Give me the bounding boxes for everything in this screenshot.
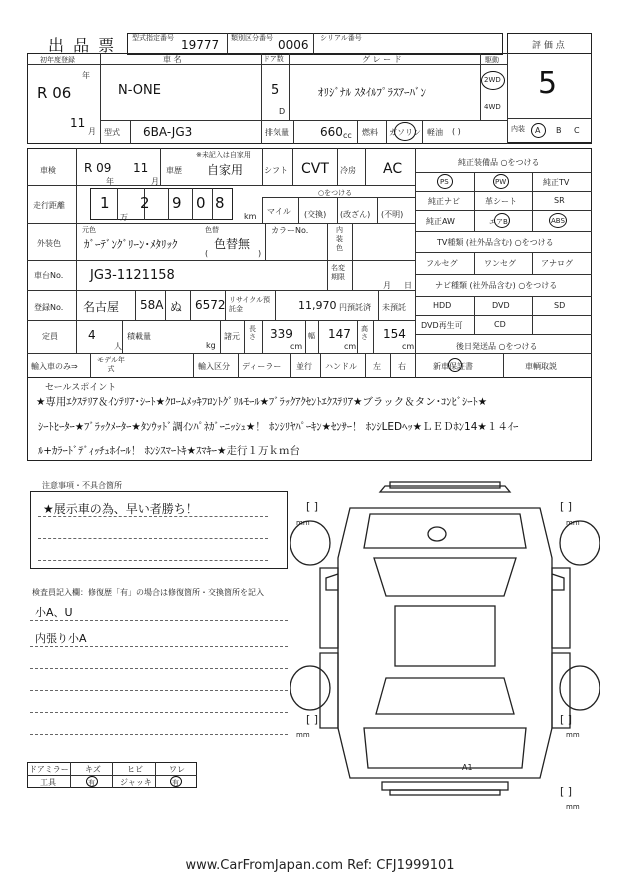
diag-bracket-spare: [ ] bbox=[560, 785, 573, 798]
handle-left: 左 bbox=[373, 362, 381, 371]
drive-4wd: 4WD bbox=[484, 103, 501, 111]
color-orig-value: ｶﾞｰﾃﾞﾝｸﾞﾘｰﾝ･ﾒﾀﾘｯｸ bbox=[84, 238, 178, 251]
grade-value: ｵﾘｼﾞﾅﾙ ｽﾀｲﾙﾌﾟﾗｽｱｰﾊﾞﾝ bbox=[318, 86, 426, 99]
shift-value: CVT bbox=[301, 161, 329, 177]
import-label: 輸入車のみ⇒ bbox=[31, 362, 78, 371]
diag-bracket-fr: [ ] bbox=[560, 500, 573, 513]
doors-suffix: D bbox=[279, 107, 286, 116]
name-change-day: 日 bbox=[404, 281, 412, 290]
inspector-line-1: 小A、U bbox=[35, 606, 73, 619]
interior-a: A bbox=[535, 126, 541, 135]
interior-color-label: 内装色 bbox=[336, 226, 343, 252]
equipment-header: 純正装備品 ○をつける bbox=[458, 158, 540, 167]
equip-abs: ABS bbox=[551, 217, 565, 225]
model-value: 6BA-JG3 bbox=[143, 125, 193, 139]
height-value: 154 bbox=[383, 327, 406, 341]
nav-sd: SD bbox=[554, 301, 566, 310]
car-name: N-ONE bbox=[118, 83, 161, 98]
equip-ps: PS bbox=[440, 178, 449, 186]
diag-bracket-fl: [ ] bbox=[306, 500, 319, 513]
legend-break: ワレ bbox=[169, 765, 185, 774]
fuel-label: 燃料 bbox=[362, 128, 378, 137]
nav-cd: CD bbox=[494, 320, 506, 329]
nav-dvd-play: DVD再生可 bbox=[421, 321, 463, 330]
color-orig-label: 元色 bbox=[82, 226, 96, 234]
length-value: 339 bbox=[270, 327, 293, 341]
equip-airbag: エアB bbox=[489, 218, 508, 226]
equip-tv: 純正TV bbox=[543, 178, 570, 187]
first-reg-month-unit: 月 bbox=[88, 127, 96, 136]
inspector-label: 検査員記入欄：修復歴「有」の場合は修復箇所・交換箇所を記入 bbox=[32, 588, 264, 597]
docs-warranty: 新車保証書 bbox=[433, 362, 473, 371]
tv-fullseg: フルセグ bbox=[426, 259, 458, 268]
car-name-label: 車 名 bbox=[163, 55, 182, 64]
score-value: 5 bbox=[538, 66, 558, 101]
doors-label: ドア数 bbox=[263, 55, 284, 63]
name-change-label: 名変期限 bbox=[331, 264, 345, 281]
first-reg-label: 初年度登録 bbox=[40, 56, 75, 64]
model-label: 型式 bbox=[104, 128, 120, 137]
ac-label: 冷房 bbox=[340, 166, 356, 175]
reg-city: 名古屋 bbox=[83, 300, 120, 314]
recycle-value: 11,970 bbox=[298, 299, 337, 312]
displacement-unit: cc bbox=[343, 131, 352, 140]
shaken-year-unit: 年 bbox=[106, 177, 114, 186]
length-unit: cm bbox=[290, 342, 303, 351]
type-approval-value: 19777 bbox=[181, 38, 220, 52]
dimensions-label: 諸元 bbox=[224, 332, 240, 341]
recycle-not-deposited: 未預託 bbox=[382, 303, 406, 312]
interior-label: 内装 bbox=[511, 125, 525, 133]
doors-value: 5 bbox=[271, 83, 280, 98]
mileage-man: 万 bbox=[120, 213, 128, 222]
model-year-label: モデル年式 bbox=[97, 356, 125, 373]
serial-label: シリアル番号 bbox=[320, 34, 362, 42]
diag-rear-bumper-a1: A1 bbox=[462, 763, 473, 772]
ac-value: AC bbox=[383, 161, 403, 177]
legend-tools: 工具 bbox=[40, 778, 56, 787]
shift-label: シフト bbox=[264, 166, 288, 175]
recycle-unit: 円預託済 bbox=[339, 303, 371, 312]
diag-mm-rl: mm bbox=[296, 731, 310, 739]
load-label: 積載量 bbox=[127, 332, 151, 341]
shaken-month: 11 bbox=[133, 161, 149, 175]
chassis-label: 車台No. bbox=[34, 271, 64, 280]
mileage-digit-5: 8 bbox=[215, 194, 225, 212]
interior-b: B bbox=[556, 126, 562, 135]
shaken-label: 車検 bbox=[40, 166, 56, 175]
capacity-value: 4 bbox=[88, 328, 96, 342]
usage-label: 車歴 bbox=[166, 166, 182, 175]
nav-header: ナビ種類 (社外品含む) ○をつける bbox=[435, 281, 558, 290]
handle-right: 右 bbox=[398, 362, 406, 371]
diag-mm-rr: mm bbox=[566, 731, 580, 739]
color-repaint-label: 色替 bbox=[205, 226, 219, 234]
diag-bracket-rr: [ ] bbox=[560, 713, 573, 726]
mileage-altered: (改ざん) bbox=[340, 210, 371, 219]
diag-mm-fr: mm bbox=[566, 519, 580, 527]
diag-bracket-rl: [ ] bbox=[306, 713, 319, 726]
first-reg-year: R 06 bbox=[37, 84, 72, 102]
mile-label: マイル bbox=[267, 207, 291, 216]
mileage-digit-4: 0 bbox=[196, 194, 206, 212]
recycle-label: リサイクル預託金 bbox=[229, 296, 271, 313]
mileage-digit-1: 1 bbox=[100, 194, 110, 212]
width-label: 幅 bbox=[308, 332, 315, 340]
type-approval-label: 型式指定番号 bbox=[132, 34, 174, 42]
legend-crack: ヒビ bbox=[127, 765, 143, 774]
color-paren-close: ) bbox=[258, 249, 262, 258]
sales-point-line-2: ｼｰﾄﾋｰﾀｰ★ﾌﾞﾗｯｸﾒｰﾀｰ★ﾀﾝｳｯﾄﾞ調ｲﾝﾊﾟﾈｶﾞｰﾆｯｼｭ★！ ﾎﾝｼﾘﾔﾊﾟｰｷﾝ★ｾﾝｻｰ！ ﾎﾝｼLEDﾍｯ★ＬＥＤﾎﾝ14★１４ｲｰ bbox=[38, 421, 519, 433]
color-label: 外装色 bbox=[37, 239, 61, 248]
displacement-label: 排気量 bbox=[265, 128, 289, 137]
sales-points-label: セールスポイント bbox=[45, 383, 117, 393]
height-unit: cm bbox=[402, 342, 415, 351]
drive-2wd: 2WD bbox=[484, 76, 501, 84]
name-change-month: 月 bbox=[383, 281, 391, 290]
nav-hdd: HDD bbox=[433, 301, 452, 310]
nav-dvd: DVD bbox=[492, 301, 510, 310]
chassis-value: JG3-1121158 bbox=[90, 268, 175, 283]
shaken-month-unit: 月 bbox=[151, 177, 159, 186]
width-value: 147 bbox=[328, 327, 351, 341]
tv-oneseg: ワンセグ bbox=[484, 259, 516, 268]
color-no-label: カラーNo. bbox=[271, 226, 309, 235]
fuel-diesel: 軽油 bbox=[427, 128, 443, 137]
height-label: 高さ bbox=[361, 325, 368, 341]
grade-label: グ レ ー ド bbox=[362, 55, 402, 64]
equip-pw: PW bbox=[495, 178, 507, 186]
reg-label: 登録No. bbox=[34, 303, 64, 312]
mileage-km: km bbox=[244, 212, 257, 221]
length-label: 長さ bbox=[249, 325, 256, 341]
score-label: 評 価 点 bbox=[532, 41, 565, 51]
interior-c: C bbox=[574, 126, 580, 135]
class-label: 類別区分番号 bbox=[231, 34, 273, 42]
notes-line-1: ★展示車の為、早い者勝ち！ bbox=[43, 502, 198, 516]
mileage-digit-3: 9 bbox=[172, 194, 182, 212]
equip-sr: SR bbox=[554, 196, 565, 205]
import-parallel: 並行 bbox=[296, 362, 312, 371]
reg-number: 6572 bbox=[195, 298, 226, 312]
import-type-label: 輸入区分 bbox=[198, 362, 230, 371]
mileage-label: 走行距離 bbox=[33, 201, 65, 210]
docs-manual: 車輌取説 bbox=[525, 362, 557, 371]
docs-header: 後日発送品 ○をつける bbox=[456, 342, 538, 351]
legend-mirror: ドアミラー bbox=[29, 765, 69, 774]
handle-label: ハンドル bbox=[325, 362, 357, 371]
car-damage-diagram bbox=[290, 478, 600, 808]
form-title: 出 品 票 bbox=[48, 36, 117, 55]
reg-kana: ぬ bbox=[170, 300, 183, 314]
footer-watermark: www.CarFromJapan.com Ref: CFJ1999101 bbox=[185, 858, 455, 873]
width-unit: cm bbox=[344, 342, 357, 351]
first-reg-year-unit: 年 bbox=[82, 71, 90, 80]
legend-jack: ジャッキ bbox=[120, 778, 152, 787]
reg-class: 58A bbox=[140, 298, 164, 312]
displacement-value: 660 bbox=[320, 125, 343, 139]
equip-aw: 純正AW bbox=[426, 217, 455, 226]
fuel-gasoline: ガソリン bbox=[389, 128, 421, 137]
sales-point-line-3: ﾙ+ｶﾗｰﾄﾞﾃﾞｨｯﾁｭﾎｲｰﾙ！ ﾎﾝｼｽﾏｰﾄｷ★ｽﾏｷｰ★走行１万ｋｍ台 bbox=[38, 445, 300, 457]
notes-label: 注意事項・不具合箇所 bbox=[42, 481, 122, 490]
equip-leather: 革シート bbox=[485, 197, 517, 206]
legend-jack-yes: 有 bbox=[172, 779, 179, 787]
class-value: 0006 bbox=[278, 38, 309, 52]
diag-mm-fl: mm bbox=[296, 519, 310, 527]
legend-scratch: キズ bbox=[85, 765, 101, 774]
mileage-digit-2: 2 bbox=[140, 194, 150, 212]
capacity-unit: 人 bbox=[114, 342, 122, 351]
color-paren-open: ( bbox=[205, 249, 209, 258]
legend-tools-yes: 有 bbox=[88, 779, 95, 787]
capacity-label: 定員 bbox=[42, 332, 58, 341]
diag-mm-spare: mm bbox=[566, 803, 580, 811]
first-reg-month: 11 bbox=[70, 116, 86, 130]
fuel-paren: ( ) bbox=[452, 127, 461, 136]
import-dealer: ディーラー bbox=[242, 362, 282, 371]
tv-analog: アナログ bbox=[541, 259, 573, 268]
equip-nav: 純正ナビ bbox=[428, 197, 460, 206]
tv-header: TV種類 (社外品含む) ○をつける bbox=[437, 238, 554, 247]
usage-value: 自家用 bbox=[207, 163, 244, 177]
inspector-line-2: 内張り小A bbox=[35, 632, 87, 645]
mileage-unknown: (不明) bbox=[381, 210, 404, 219]
usage-note: ※未記入は自家用 bbox=[196, 151, 251, 159]
drive-label: 駆動 bbox=[485, 56, 499, 64]
shaken-year: R 09 bbox=[84, 161, 112, 175]
mileage-circle-note: ○をつける bbox=[318, 189, 353, 197]
mileage-exchange: (交換) bbox=[304, 210, 327, 219]
load-unit: kg bbox=[206, 341, 216, 350]
color-repaint-value: 色替無 bbox=[214, 237, 251, 251]
sales-point-line-1: ★専用ｴｸｽﾃﾘｱ＆ｲﾝﾃﾘｱ･ｼｰﾄ★ｸﾛｰﾑﾒｯｷﾌﾛﾝﾄｸﾞﾘﾙﾓｰﾙ★ﾌﾞﾗｯｸｱｸｾﾝﾄｴｸｽﾃﾘｱ★ブラック＆タン･ｺﾝﾋﾞｼｰﾄ★ bbox=[36, 396, 488, 408]
